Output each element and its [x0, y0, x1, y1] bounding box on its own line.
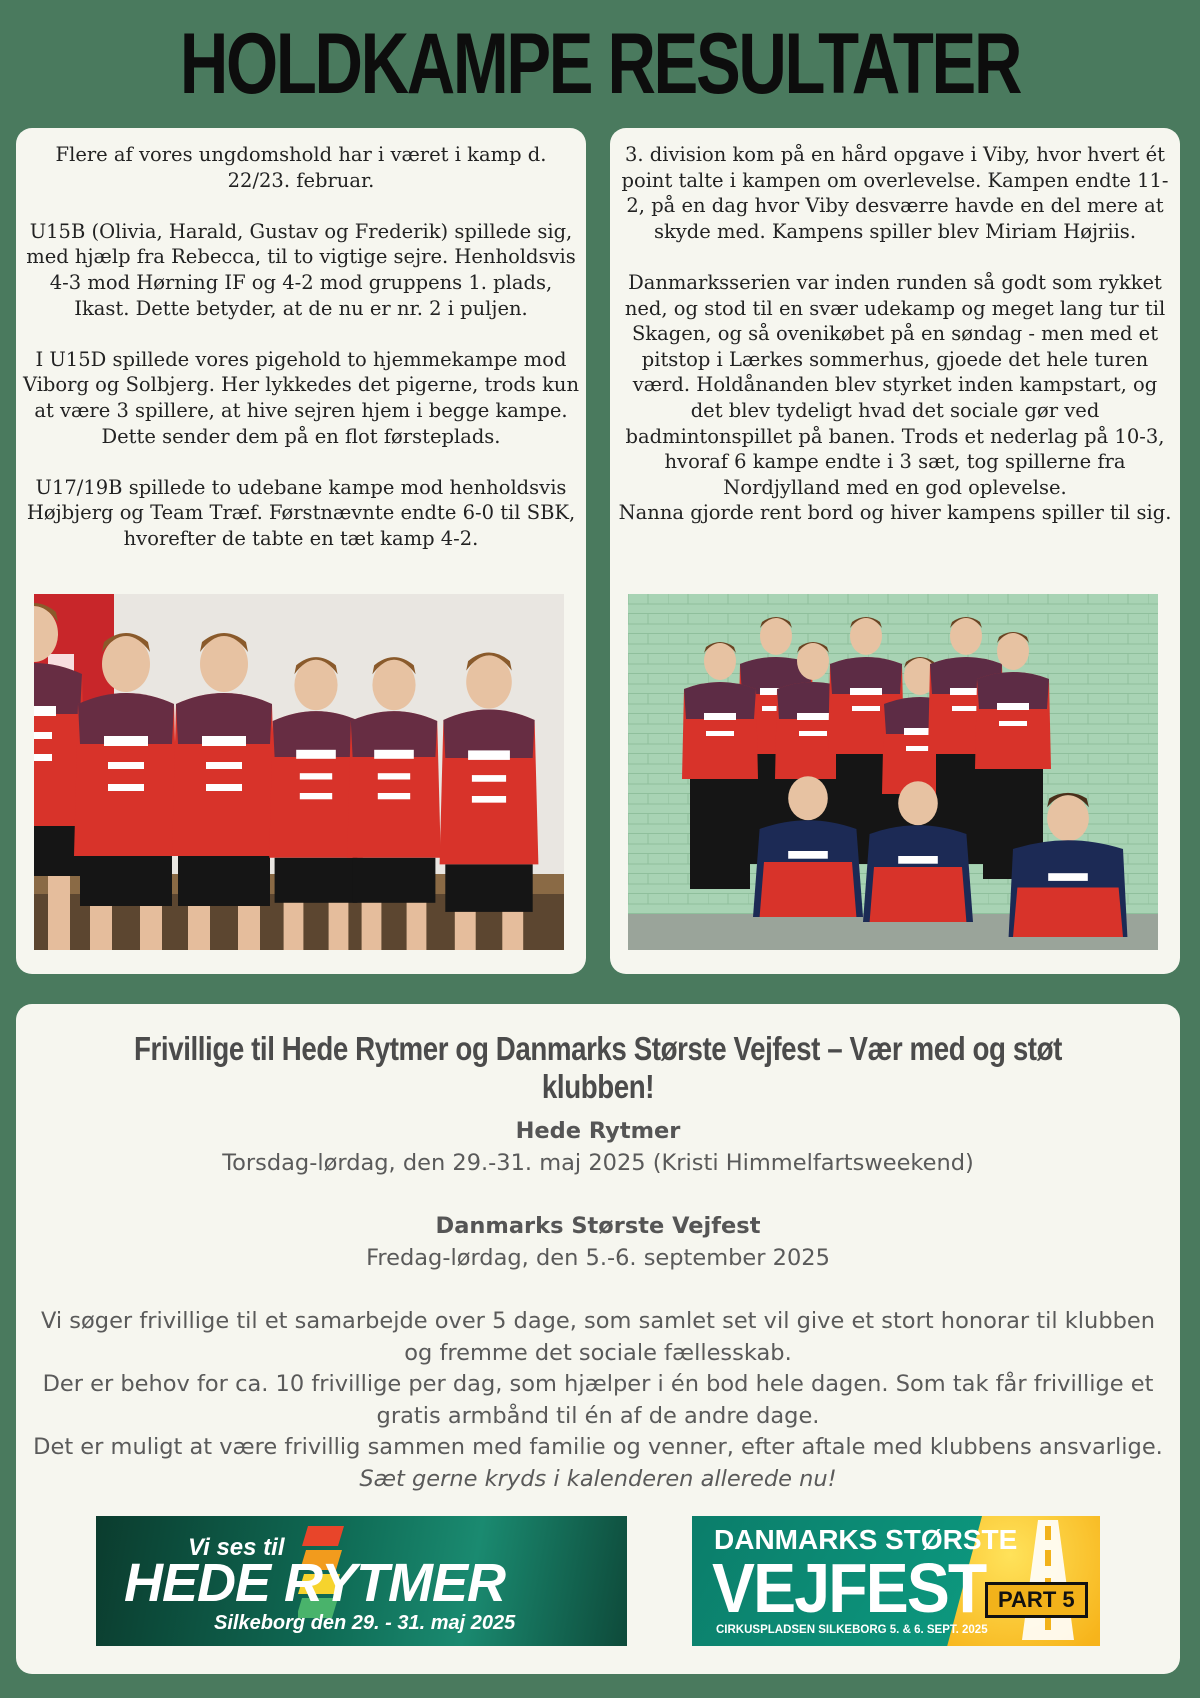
event-date-hede-rytmer: Torsdag-lørdag, den 29.-31. maj 2025 (Kristi Himmelfartsweekend)	[222, 1149, 974, 1176]
left-results-card	[16, 128, 586, 974]
road-icon	[1018, 1520, 1078, 1640]
volunteer-body	[26, 1116, 1170, 1495]
paragraph: U15B (Olivia, Harald, Gustav og Frederik) spillede sig, med hjælp fra Rebecca, til to vigtige sejre. Henholdsvis 4-3 mod Hørning IF og 4-2 mod gruppens 1. plads, Ikast. Dette betyder, at de nu er nr. 2 i puljen.	[26, 219, 576, 320]
event-date-vejfest: Fredag-lørdag, den 5.-6. september 2025	[366, 1244, 830, 1271]
vejfest-banner-top: DANMARKS STØRSTE	[714, 1524, 1018, 1555]
volunteer-text-line: Vi søger frivillige til et samarbejde over 5 dage, som samlet set vil give et stort honorar til klubben og fremme det sociale fællesskab.	[41, 1308, 1155, 1366]
volunteer-closing-line: Sæt gerne kryds i kalenderen allerede nu!	[359, 1465, 837, 1492]
paragraph: U17/19B spillede to udebane kampe mod henholdsvis Højbjerg og Team Træf. Førstnævnte endte 6-0 til SBK, hvorefter de tabte en tæt kamp 4-2.	[26, 475, 576, 550]
event-title-vejfest: Danmarks Største Vejfest	[435, 1213, 761, 1239]
hede-banner-title: HEDE RYTMER	[124, 1553, 506, 1613]
paragraph: I U15D spillede vores pigehold to hjemmekampe mod Viborg og Solbjerg. Her lykkedes det pigerne, trods kun at være 3 spillere, at hive sejren hjem i begge kampe. Dette sender dem på en flot førsteplads.	[22, 347, 580, 448]
volunteer-heading: Frivillige til Hede Rytmer og Danmarks Største Vejfest – Vær med og støt klubben!	[134, 1030, 1062, 1105]
hede-rytmer-banner	[96, 1516, 627, 1646]
hede-banner-date: Silkeborg den 29. - 31. maj 2025	[214, 1612, 516, 1634]
volunteer-text-line: Det er muligt at være frivillig sammen med familie og venner, efter aftale med klubbens ansvarlige.	[33, 1434, 1163, 1460]
right-results-card	[610, 128, 1180, 974]
left-results-text	[22, 142, 580, 552]
vejfest-part-badge: PART 5	[985, 1582, 1088, 1618]
paragraph: 3. division kom på en hård opgave i Viby, hvor hvert ét point talte i kampen om overlevelse. Kampen endte 11-2, på en dag hvor Viby desværre havde en del mere at skyde med. Kampens spiller blev Miriam Højriis.	[621, 143, 1169, 243]
paragraph: Danmarksserien var inden runden så godt som rykket ned, og stod til en svær udekamp og meget lang tur til Skagen, og så ovenikøbet på en søndag - men med et pitstop i Lærkes sommerhus, gjoede det hele turen værd. Holdånanden blev styrket inden kampstart, og det blev tydeligt hvad det sociale gør ved badmintonspillet på banen. Trods et nederlag på 10-3, hvoraf 6 kampe endte i 3 sæt, tog spillerne fra Nordjylland med en god oplevelse. Nanna gjorde rent bord og hiver kampens spiller til sig.	[618, 270, 1172, 525]
youth-team-photo	[34, 594, 564, 950]
volunteer-text-line: Der er behov for ca. 10 frivillige per dag, som hjælper i én bod hele dagen. Som tak får frivillige et gratis armbånd til én af de andre dage.	[42, 1371, 1154, 1429]
vejfest-banner-title: VEJFEST	[712, 1549, 986, 1627]
paragraph: Flere af vores ungdomshold har i været i kamp d. 22/23. februar.	[55, 143, 547, 192]
vejfest-banner-subtitle: CIRKUSPLADSEN SILKEBORG 5. & 6. SEPT. 2025	[716, 1624, 988, 1636]
right-results-text	[616, 142, 1174, 526]
hede-banner-small-text: Vi ses til	[188, 1534, 285, 1561]
senior-team-photo	[628, 594, 1158, 950]
page-title: HOLDKAMPE RESULTATER	[179, 16, 1021, 112]
event-title-hede-rytmer: Hede Rytmer	[515, 1118, 681, 1144]
vejfest-banner	[692, 1516, 1100, 1646]
